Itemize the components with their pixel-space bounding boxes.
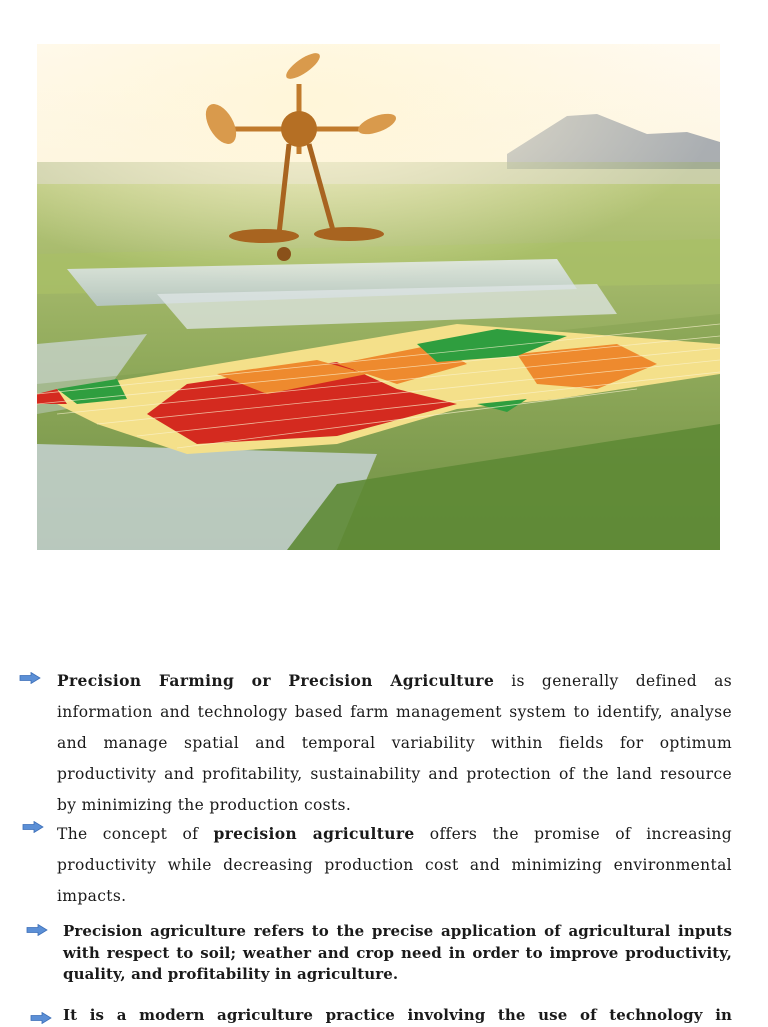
paragraph-concept bbox=[57, 818, 732, 912]
paragraph-precision-farming bbox=[57, 665, 732, 821]
hero-image bbox=[37, 44, 720, 550]
right-arrow-icon bbox=[26, 924, 48, 936]
paragraph-text: is generally defined as information and technology based farm management system to identify, analyse and manage spatial and temporal variability within fields for optimum productivity and profitability, sustainability and protection of the land resource by minimizing the production costs. bbox=[57, 672, 733, 814]
paragraph-text: The concept of bbox=[57, 825, 214, 843]
paragraph-modern-practice: It is a modern agriculture practice involving the use of technology in bbox=[63, 1006, 732, 1024]
right-arrow-icon bbox=[22, 821, 44, 833]
paragraph-definition: Precision agriculture refers to the precise application of agricultural inputs with respect to soil; weather and crop need in order to improve productivity, quality, and profitability in agriculture. bbox=[63, 922, 732, 983]
paragraph-text: offers the promise of increasing productivity while decreasing production cost and minimizing environmental impacts. bbox=[57, 825, 733, 905]
term-precision-farming: Precision Farming or Precision Agriculture bbox=[57, 671, 495, 690]
farm-drone-illustration bbox=[37, 44, 720, 550]
term-precision-agriculture: precision agriculture bbox=[213, 824, 415, 843]
right-arrow-icon bbox=[19, 672, 41, 684]
right-arrow-icon bbox=[30, 1012, 52, 1024]
